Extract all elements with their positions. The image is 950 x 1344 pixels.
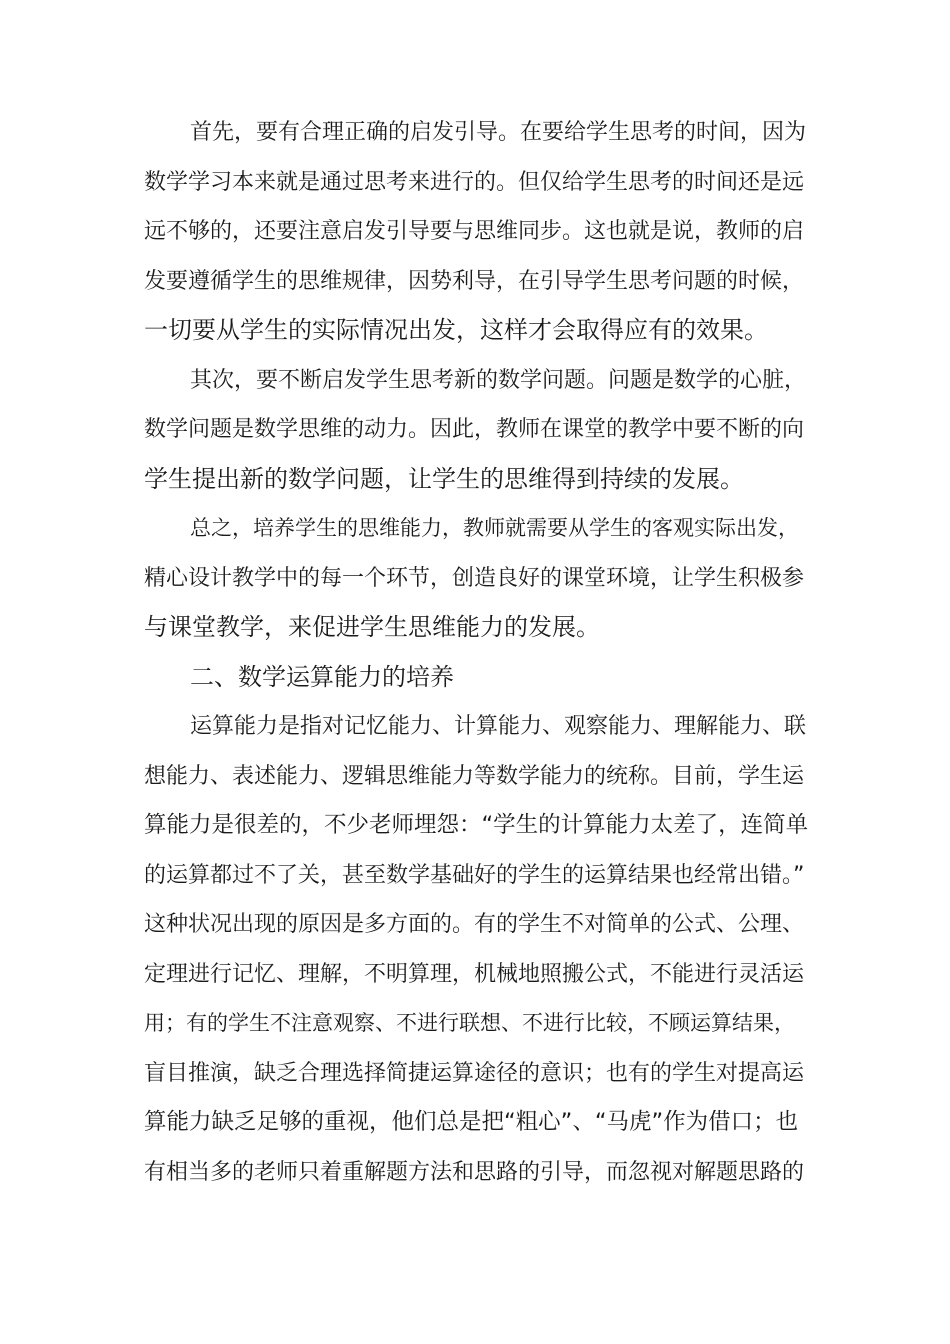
text-line: 首先，要有合理正确的启发引导。在要给学生思考的时间，因为	[190, 120, 807, 145]
text-line: 远不够的，还要注意启发引导要与思维同步。这也就是说，教师的启	[144, 219, 805, 244]
text-line: 想能力、表述能力、逻辑思维能力等数学能力的统称。目前，学生运	[144, 763, 805, 789]
text-line: 算能力缺乏足够的重视，他们总是把“粗心”、“马虎”作为借口；也	[144, 1109, 799, 1135]
text-line: 精心设计教学中的每一个环节，创造良好的课堂环境，让学生积极参	[144, 565, 805, 591]
body-text	[144, 108, 809, 1197]
text-line: 一切要从学生的实际情况出发，这样才会取得应有的效果。	[144, 316, 768, 344]
text-line: 算能力是很差的，不少老师埋怨：“学生的计算能力太差了，连简单	[144, 812, 809, 838]
text-line: 数学问题是数学思维的动力。因此，教师在课堂的教学中要不断的向	[144, 417, 805, 442]
text-line: 定理进行记忆、理解，不明算理，机械地照搬公式，不能进行灵活运	[144, 961, 805, 987]
text-line: 总之，培养学生的思维能力，教师就需要从学生的客观实际出发，	[190, 516, 799, 540]
text-line: 运算能力是指对记忆能力、计算能力、观察能力、理解能力、联	[190, 714, 807, 739]
section-heading: 二、数学运算能力的培养	[190, 662, 454, 691]
text-line: 的运算都过不了关，甚至数学基础好的学生的运算结果也经常出错。”	[144, 862, 805, 888]
text-line: 用；有的学生不注意观察、不进行联想、不进行比较，不顾运算结果，	[144, 1011, 795, 1035]
text-line: 学生提出新的数学问题，让学生的思维得到持续的发展。	[144, 464, 744, 493]
text-line: 盲目推演，缺乏合理选择简捷运算途径的意识；也有的学生对提高运	[144, 1060, 805, 1086]
text-line: 发要遵循学生的思维规律，因势利导，在引导学生思考问题的时候，	[144, 268, 805, 294]
text-line: 这种状况出现的原因是多方面的。有的学生不对简单的公式、公理、	[144, 912, 805, 937]
text-line: 数学学习本来就是通过思考来进行的。但仅给学生思考的时间还是远	[144, 169, 805, 195]
text-line: 与课堂教学，来促进学生思维能力的发展。	[144, 613, 600, 641]
text-line: 其次，要不断启发学生思考新的数学问题。问题是数学的心脏，	[190, 367, 807, 393]
text-line: 有相当多的老师只着重解题方法和思路的引导，而忽视对解题思路的	[144, 1159, 805, 1185]
